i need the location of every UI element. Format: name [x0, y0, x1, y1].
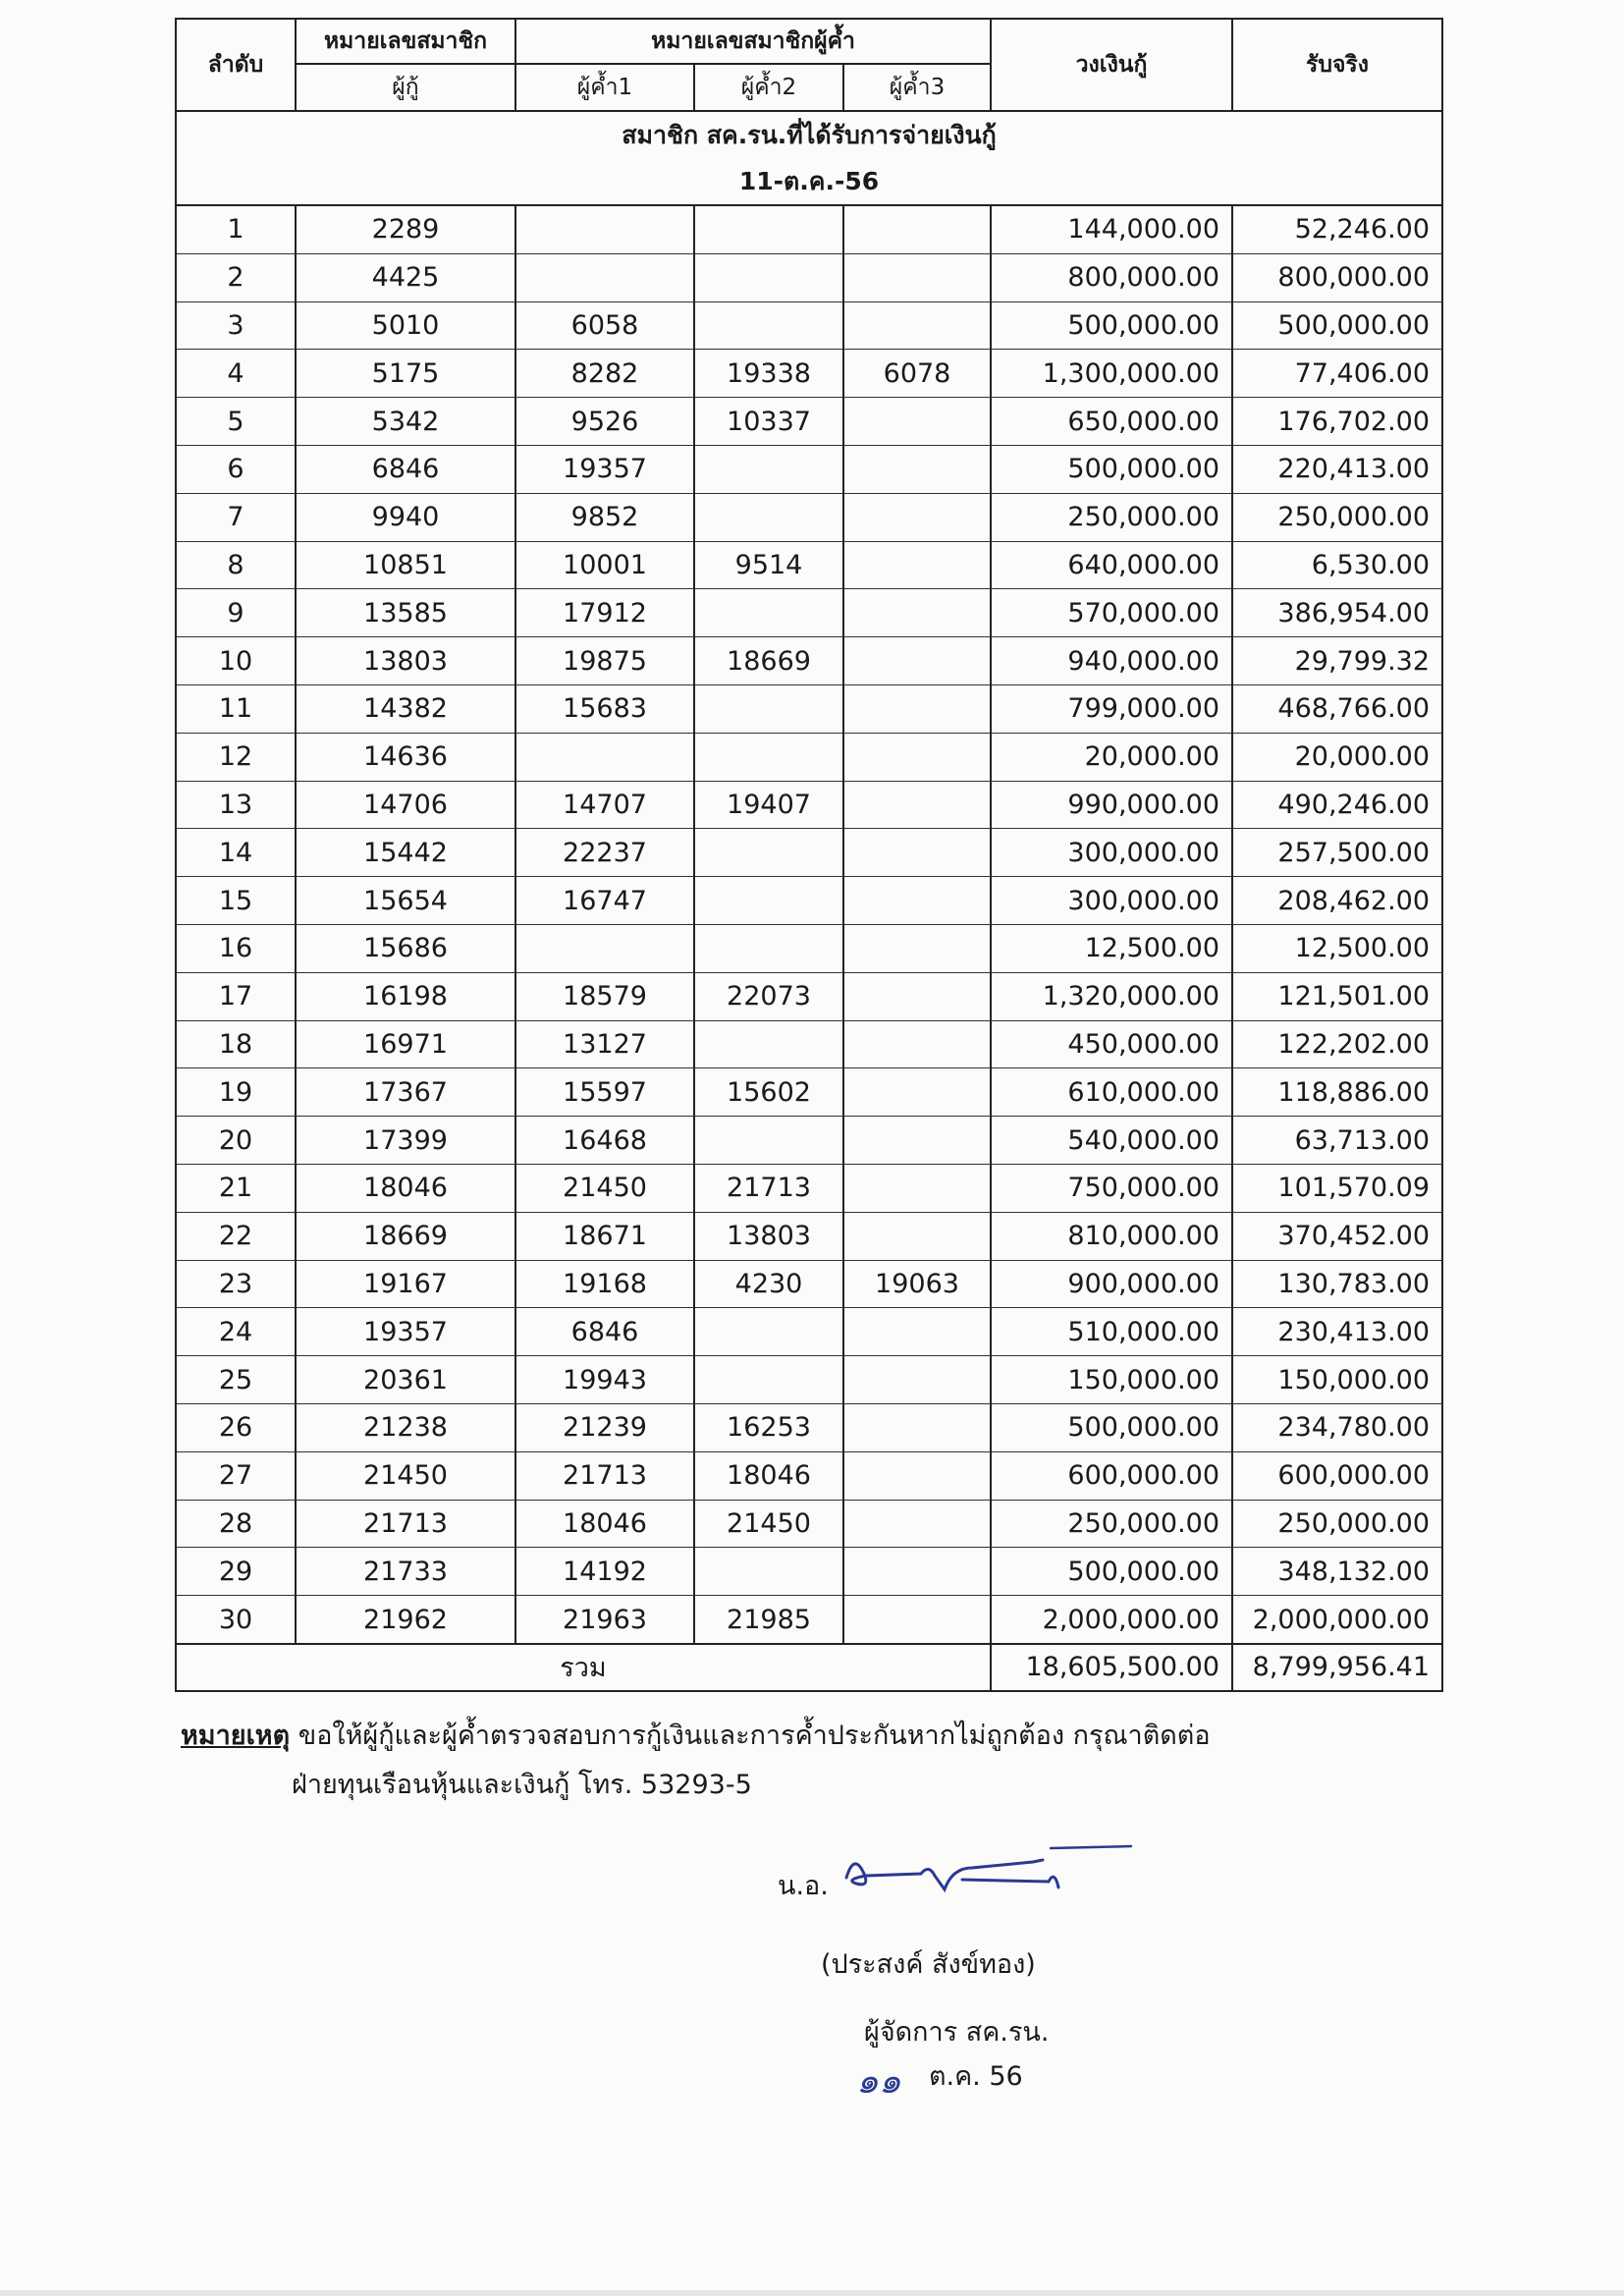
cell-borrower: 2289 [296, 205, 515, 253]
note-text-2: ฝ่ายทุนเรือนหุ้นและเงินกู้ โทร. 53293-5 [292, 1770, 752, 1800]
cell-guarantor-3 [843, 445, 991, 493]
table-row [176, 1308, 1442, 1356]
cell-guarantor-2 [694, 877, 843, 925]
cell-seq: 12 [176, 733, 296, 781]
cell-seq: 6 [176, 445, 296, 493]
cell-borrower: 14706 [296, 781, 515, 829]
cell-guarantor-1: 15597 [515, 1068, 694, 1117]
cell-loan: 250,000.00 [991, 1500, 1232, 1548]
cell-guarantor-3 [843, 781, 991, 829]
cell-guarantor-2 [694, 1308, 843, 1356]
cell-guarantor-2 [694, 1356, 843, 1404]
cell-received: 122,202.00 [1232, 1020, 1442, 1068]
table-body [176, 205, 1442, 1644]
table-row [176, 1068, 1442, 1117]
cell-seq: 8 [176, 541, 296, 589]
table-row [176, 1020, 1442, 1068]
cell-received: 250,000.00 [1232, 493, 1442, 541]
cell-seq: 13 [176, 781, 296, 829]
table-row [176, 637, 1442, 685]
cell-borrower: 19167 [296, 1260, 515, 1308]
table-row [176, 1548, 1442, 1596]
header-guarantor-group: หมายเลขสมาชิกผู้ค้ำ [515, 19, 991, 64]
cell-seq: 26 [176, 1403, 296, 1451]
cell-seq: 27 [176, 1451, 296, 1500]
cell-seq: 21 [176, 1164, 296, 1212]
table-row [176, 589, 1442, 637]
cell-borrower: 16971 [296, 1020, 515, 1068]
cell-received: 63,713.00 [1232, 1117, 1442, 1165]
cell-guarantor-2: 15602 [694, 1068, 843, 1117]
cell-guarantor-1: 21450 [515, 1164, 694, 1212]
cell-loan: 500,000.00 [991, 1548, 1232, 1596]
cell-received: 250,000.00 [1232, 1500, 1442, 1548]
cell-loan: 800,000.00 [991, 253, 1232, 301]
table-row [176, 781, 1442, 829]
table-title: สมาชิก สค.รน.ที่ได้รับการจ่ายเงินกู้ [176, 111, 1442, 159]
cell-guarantor-3 [843, 877, 991, 925]
table-row [176, 924, 1442, 972]
table-row [176, 829, 1442, 877]
cell-seq: 22 [176, 1212, 296, 1260]
cell-guarantor-1: 17912 [515, 589, 694, 637]
cell-guarantor-2: 16253 [694, 1403, 843, 1451]
cell-loan: 540,000.00 [991, 1117, 1232, 1165]
header-borrower-line1: หมายเลขสมาชิก [296, 19, 515, 64]
cell-guarantor-2: 13803 [694, 1212, 843, 1260]
cell-borrower: 10851 [296, 541, 515, 589]
cell-borrower: 15442 [296, 829, 515, 877]
cell-guarantor-1 [515, 924, 694, 972]
cell-guarantor-2 [694, 684, 843, 733]
cell-loan: 2,000,000.00 [991, 1596, 1232, 1644]
cell-borrower: 5342 [296, 398, 515, 446]
table-row [176, 684, 1442, 733]
cell-guarantor-1: 6846 [515, 1308, 694, 1356]
cell-seq: 16 [176, 924, 296, 972]
cell-seq: 5 [176, 398, 296, 446]
cell-guarantor-1 [515, 205, 694, 253]
header-seq: ลำดับ [176, 19, 296, 111]
cell-seq: 24 [176, 1308, 296, 1356]
cell-seq: 15 [176, 877, 296, 925]
cell-received: 348,132.00 [1232, 1548, 1442, 1596]
cell-guarantor-1: 8282 [515, 350, 694, 398]
cell-borrower: 17399 [296, 1117, 515, 1165]
cell-borrower: 18046 [296, 1164, 515, 1212]
cell-guarantor-3 [843, 829, 991, 877]
table-row [176, 350, 1442, 398]
cell-guarantor-2: 19338 [694, 350, 843, 398]
note-text-1: ขอให้ผู้กู้และผู้ค้ำตรวจสอบการกู้เงินและการค้ำประกันหากไม่ถูกต้อง กรุณาติดต่อ [298, 1721, 1211, 1751]
signature-date-text: ต.ค. 56 [929, 2061, 1023, 2092]
header-received: รับจริง [1232, 19, 1442, 111]
total-loan: 18,605,500.00 [991, 1644, 1232, 1691]
header-borrower-line2: ผู้กู้ [296, 64, 515, 111]
cell-received: 20,000.00 [1232, 733, 1442, 781]
cell-guarantor-2 [694, 445, 843, 493]
cell-guarantor-3 [843, 972, 991, 1020]
cell-borrower: 6846 [296, 445, 515, 493]
note-label: หมายเหตุ [181, 1721, 291, 1751]
table-row [176, 301, 1442, 350]
cell-guarantor-3 [843, 1117, 991, 1165]
cell-borrower: 16198 [296, 972, 515, 1020]
cell-guarantor-1: 16747 [515, 877, 694, 925]
cell-loan: 1,300,000.00 [991, 350, 1232, 398]
cell-loan: 750,000.00 [991, 1164, 1232, 1212]
cell-loan: 570,000.00 [991, 589, 1232, 637]
cell-guarantor-3 [843, 253, 991, 301]
cell-guarantor-3 [843, 541, 991, 589]
cell-guarantor-2: 18669 [694, 637, 843, 685]
cell-guarantor-3 [843, 1356, 991, 1404]
cell-guarantor-3 [843, 1596, 991, 1644]
cell-guarantor-2 [694, 253, 843, 301]
cell-loan: 500,000.00 [991, 1403, 1232, 1451]
cell-loan: 900,000.00 [991, 1260, 1232, 1308]
cell-guarantor-3 [843, 493, 991, 541]
cell-guarantor-3 [843, 1403, 991, 1451]
cell-loan: 150,000.00 [991, 1356, 1232, 1404]
cell-guarantor-3 [843, 924, 991, 972]
loan-disbursement-table [175, 18, 1443, 1692]
cell-guarantor-3 [843, 684, 991, 733]
total-label: รวม [176, 1644, 991, 1691]
cell-borrower: 15686 [296, 924, 515, 972]
cell-loan: 940,000.00 [991, 637, 1232, 685]
cell-loan: 799,000.00 [991, 684, 1232, 733]
cell-loan: 500,000.00 [991, 301, 1232, 350]
cell-guarantor-2 [694, 589, 843, 637]
table-header [176, 19, 1442, 111]
cell-loan: 640,000.00 [991, 541, 1232, 589]
cell-loan: 500,000.00 [991, 445, 1232, 493]
signature-rank: น.อ. [778, 1871, 829, 1901]
cell-received: 370,452.00 [1232, 1212, 1442, 1260]
table-row [176, 1212, 1442, 1260]
cell-loan: 20,000.00 [991, 733, 1232, 781]
cell-guarantor-1: 15683 [515, 684, 694, 733]
cell-guarantor-1: 13127 [515, 1020, 694, 1068]
cell-loan: 300,000.00 [991, 877, 1232, 925]
table-row [176, 1117, 1442, 1165]
cell-received: 29,799.32 [1232, 637, 1442, 685]
table-row [176, 1451, 1442, 1500]
cell-guarantor-1: 19168 [515, 1260, 694, 1308]
cell-seq: 30 [176, 1596, 296, 1644]
cell-loan: 300,000.00 [991, 829, 1232, 877]
table-row [176, 205, 1442, 253]
cell-borrower: 21733 [296, 1548, 515, 1596]
cell-guarantor-3 [843, 1020, 991, 1068]
signature-date-handwritten [856, 2052, 907, 2108]
cell-received: 6,530.00 [1232, 541, 1442, 589]
header-loan: วงเงินกู้ [991, 19, 1232, 111]
note-line-1 [181, 1714, 1211, 1756]
cell-received: 121,501.00 [1232, 972, 1442, 1020]
cell-received: 150,000.00 [1232, 1356, 1442, 1404]
cell-guarantor-2 [694, 1548, 843, 1596]
cell-guarantor-1: 16468 [515, 1117, 694, 1165]
table-row [176, 1164, 1442, 1212]
cell-guarantor-2: 19407 [694, 781, 843, 829]
cell-received: 130,783.00 [1232, 1260, 1442, 1308]
table-footer [176, 1644, 1442, 1691]
cell-received: 386,954.00 [1232, 589, 1442, 637]
cell-seq: 18 [176, 1020, 296, 1068]
header-guarantor-2: ผู้ค้ำ2 [694, 64, 843, 111]
cell-borrower: 14382 [296, 684, 515, 733]
cell-borrower: 21238 [296, 1403, 515, 1451]
cell-guarantor-3 [843, 733, 991, 781]
cell-guarantor-2 [694, 829, 843, 877]
cell-borrower: 20361 [296, 1356, 515, 1404]
cell-received: 257,500.00 [1232, 829, 1442, 877]
cell-guarantor-3 [843, 637, 991, 685]
table-row [176, 445, 1442, 493]
cell-received: 176,702.00 [1232, 398, 1442, 446]
cell-received: 230,413.00 [1232, 1308, 1442, 1356]
table-row [176, 1403, 1442, 1451]
cell-received: 208,462.00 [1232, 877, 1442, 925]
cell-loan: 650,000.00 [991, 398, 1232, 446]
cell-guarantor-3 [843, 1164, 991, 1212]
cell-seq: 4 [176, 350, 296, 398]
cell-borrower: 5010 [296, 301, 515, 350]
cell-guarantor-3 [843, 205, 991, 253]
table-row [176, 253, 1442, 301]
cell-seq: 29 [176, 1548, 296, 1596]
cell-received: 500,000.00 [1232, 301, 1442, 350]
cell-guarantor-1: 14192 [515, 1548, 694, 1596]
cell-borrower: 14636 [296, 733, 515, 781]
cell-loan: 450,000.00 [991, 1020, 1232, 1068]
cell-received: 12,500.00 [1232, 924, 1442, 972]
cell-guarantor-1: 21963 [515, 1596, 694, 1644]
cell-guarantor-2 [694, 924, 843, 972]
cell-received: 234,780.00 [1232, 1403, 1442, 1451]
cell-guarantor-1: 9526 [515, 398, 694, 446]
cell-loan: 610,000.00 [991, 1068, 1232, 1117]
cell-borrower: 13803 [296, 637, 515, 685]
cell-guarantor-1: 19943 [515, 1356, 694, 1404]
table-row [176, 972, 1442, 1020]
cell-loan: 810,000.00 [991, 1212, 1232, 1260]
cell-loan: 510,000.00 [991, 1308, 1232, 1356]
cell-guarantor-2 [694, 733, 843, 781]
cell-loan: 144,000.00 [991, 205, 1232, 253]
cell-guarantor-3 [843, 301, 991, 350]
cell-guarantor-1: 19875 [515, 637, 694, 685]
cell-borrower: 18669 [296, 1212, 515, 1260]
cell-guarantor-1: 22237 [515, 829, 694, 877]
cell-guarantor-2 [694, 1020, 843, 1068]
cell-borrower: 9940 [296, 493, 515, 541]
total-received: 8,799,956.41 [1232, 1644, 1442, 1691]
signature-day: ๑๑ [856, 2061, 901, 2102]
cell-seq: 17 [176, 972, 296, 1020]
cell-received: 800,000.00 [1232, 253, 1442, 301]
cell-loan: 600,000.00 [991, 1451, 1232, 1500]
cell-guarantor-3 [843, 1068, 991, 1117]
cell-guarantor-2 [694, 205, 843, 253]
cell-borrower: 15654 [296, 877, 515, 925]
cell-received: 220,413.00 [1232, 445, 1442, 493]
cell-seq: 23 [176, 1260, 296, 1308]
cell-seq: 9 [176, 589, 296, 637]
cell-seq: 1 [176, 205, 296, 253]
cell-guarantor-3 [843, 1548, 991, 1596]
cell-received: 2,000,000.00 [1232, 1596, 1442, 1644]
table-row [176, 733, 1442, 781]
table-row [176, 541, 1442, 589]
cell-loan: 990,000.00 [991, 781, 1232, 829]
cell-borrower: 21450 [296, 1451, 515, 1500]
signatory-role: ผู้จัดการ สค.รน. [864, 2017, 1050, 2048]
cell-guarantor-1: 18671 [515, 1212, 694, 1260]
cell-guarantor-3: 19063 [843, 1260, 991, 1308]
scan-page-edge [0, 2290, 1624, 2296]
cell-seq: 20 [176, 1117, 296, 1165]
cell-guarantor-1: 18046 [515, 1500, 694, 1548]
table-row [176, 1356, 1442, 1404]
cell-seq: 7 [176, 493, 296, 541]
cell-received: 468,766.00 [1232, 684, 1442, 733]
cell-guarantor-1: 9852 [515, 493, 694, 541]
cell-borrower: 17367 [296, 1068, 515, 1117]
cell-guarantor-3: 6078 [843, 350, 991, 398]
cell-seq: 25 [176, 1356, 296, 1404]
cell-guarantor-2 [694, 1117, 843, 1165]
cell-guarantor-2: 21713 [694, 1164, 843, 1212]
cell-guarantor-1: 6058 [515, 301, 694, 350]
cell-guarantor-3 [843, 1451, 991, 1500]
cell-borrower: 21962 [296, 1596, 515, 1644]
table-title-block [176, 111, 1442, 205]
cell-loan: 250,000.00 [991, 493, 1232, 541]
cell-guarantor-2: 4230 [694, 1260, 843, 1308]
signatory-name: (ประสงค์ สังข์ทอง) [821, 1949, 1036, 1980]
cell-loan: 12,500.00 [991, 924, 1232, 972]
cell-guarantor-1: 21239 [515, 1403, 694, 1451]
table-row [176, 877, 1442, 925]
cell-received: 600,000.00 [1232, 1451, 1442, 1500]
cell-seq: 28 [176, 1500, 296, 1548]
cell-seq: 3 [176, 301, 296, 350]
cell-guarantor-3 [843, 1308, 991, 1356]
header-guarantor-3: ผู้ค้ำ3 [843, 64, 991, 111]
cell-seq: 10 [176, 637, 296, 685]
cell-borrower: 19357 [296, 1308, 515, 1356]
cell-borrower: 5175 [296, 350, 515, 398]
table-row [176, 1596, 1442, 1644]
cell-loan: 1,320,000.00 [991, 972, 1232, 1020]
cell-guarantor-2: 21985 [694, 1596, 843, 1644]
cell-received: 77,406.00 [1232, 350, 1442, 398]
cell-guarantor-1 [515, 733, 694, 781]
cell-guarantor-2: 10337 [694, 398, 843, 446]
cell-guarantor-2: 18046 [694, 1451, 843, 1500]
cell-guarantor-2: 9514 [694, 541, 843, 589]
cell-guarantor-2: 21450 [694, 1500, 843, 1548]
cell-seq: 2 [176, 253, 296, 301]
table-row [176, 493, 1442, 541]
cell-guarantor-1 [515, 253, 694, 301]
cell-guarantor-1: 10001 [515, 541, 694, 589]
cell-guarantor-1: 18579 [515, 972, 694, 1020]
cell-guarantor-2 [694, 301, 843, 350]
cell-borrower: 4425 [296, 253, 515, 301]
cell-guarantor-1: 21713 [515, 1451, 694, 1500]
table-row [176, 1500, 1442, 1548]
cell-received: 52,246.00 [1232, 205, 1442, 253]
table-row [176, 1260, 1442, 1308]
table-date: 11-ต.ค.-56 [176, 159, 1442, 205]
cell-seq: 14 [176, 829, 296, 877]
cell-guarantor-3 [843, 1212, 991, 1260]
cell-guarantor-1: 19357 [515, 445, 694, 493]
cell-borrower: 13585 [296, 589, 515, 637]
header-guarantor-1: ผู้ค้ำ1 [515, 64, 694, 111]
cell-guarantor-3 [843, 398, 991, 446]
table-row [176, 398, 1442, 446]
cell-seq: 19 [176, 1068, 296, 1117]
handwritten-signature [827, 1838, 1141, 1907]
cell-seq: 11 [176, 684, 296, 733]
cell-guarantor-3 [843, 589, 991, 637]
cell-borrower: 21713 [296, 1500, 515, 1548]
cell-guarantor-1: 14707 [515, 781, 694, 829]
cell-guarantor-3 [843, 1500, 991, 1548]
cell-received: 101,570.09 [1232, 1164, 1442, 1212]
cell-guarantor-2 [694, 493, 843, 541]
cell-received: 490,246.00 [1232, 781, 1442, 829]
cell-received: 118,886.00 [1232, 1068, 1442, 1117]
cell-guarantor-2: 22073 [694, 972, 843, 1020]
